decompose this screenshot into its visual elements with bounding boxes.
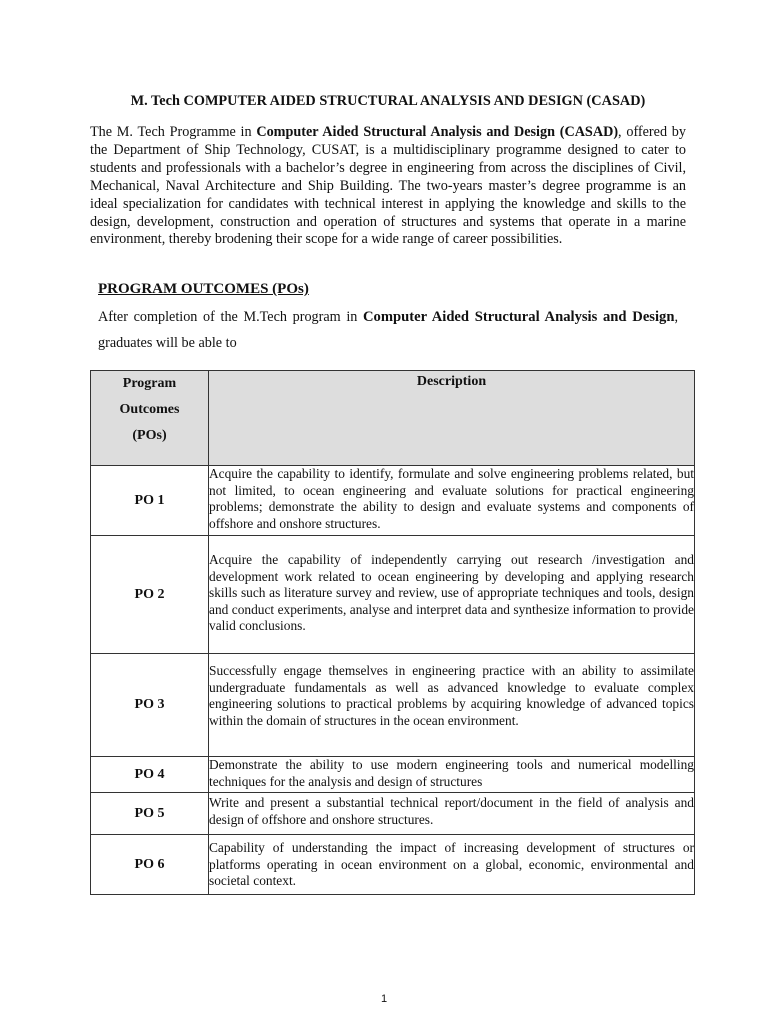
table-row: [91, 793, 695, 835]
table-row: [91, 536, 695, 654]
table-row: [91, 654, 695, 757]
header-program-outcomes: [91, 371, 209, 466]
po-description: Capability of understanding the impact of increasing development of structures or platforms operating in ocean environment on a global, economic, environmental and societal context.: [209, 835, 695, 895]
header-po-line1: Program: [122, 376, 177, 391]
table-row: [91, 757, 695, 793]
table-row: [91, 466, 695, 536]
intro-text-start: The M. Tech Programme in: [90, 124, 257, 140]
po-description: Acquire the capability to identify, formulate and solve engineering problems related, but not limited, to ocean engineering and evaluate solutions for practical engineering problems; demonstrate the ability to design and evaluate systems and components of offshore and onshore structures.: [209, 466, 695, 536]
intro-program-name: Computer Aided Structural Analysis and Design (CASAD): [256, 124, 619, 140]
po-label: PO 3: [91, 654, 209, 757]
po-label: PO 1: [91, 466, 209, 536]
lead-program-name: Computer Aided Structural Analysis and Design: [363, 309, 675, 325]
intro-paragraph: [90, 124, 686, 249]
intro-text-rest: , offered by the Department of Ship Technology, CUSAT, is a multidisciplinary programme designed to cater to students and professionals with a bachelor’s degree in engineering from across the disciplines of Civil, Mechanical, Naval Architecture and Ship Building. The two-years master’s degree programme is an ideal specialization for candidates with technical interest in applying the knowledge and skills to the design, development, construction and operation of structures and systems that operate in a marine environment, thereby brodening their scope for a wide range of career possibilities.: [90, 124, 686, 248]
document-title: M. Tech COMPUTER AIDED STRUCTURAL ANALYSIS AND DESIGN (CASAD): [130, 93, 646, 109]
po-label: PO 2: [91, 536, 209, 654]
po-label: PO 6: [91, 835, 209, 895]
po-description: Demonstrate the ability to use modern engineering tools and numerical modelling techniques for the analysis and design of structures: [209, 757, 695, 793]
header-po-line2: Outcomes: [119, 402, 180, 417]
po-description: Acquire the capability of independently carrying out research /investigation and development work related to ocean engineering by developing and applying research skills such as literature survey and review, use of appropriate techniques and tools, design and conduct experiments, analyse and interpret data and synthesize information to provide valid conclusions.: [209, 536, 695, 654]
page-number: 1: [380, 993, 388, 1005]
program-outcomes-table: [90, 370, 695, 895]
po-description: Write and present a substantial technical report/document in the field of analysis and design of offshore and onshore structures.: [209, 793, 695, 835]
po-label: PO 4: [91, 757, 209, 793]
lead-text-end: , graduates will be able to: [98, 309, 678, 351]
header-po-line3: (POs): [132, 428, 167, 443]
po-description: Successfully engage themselves in engineering practice with an ability to assimilate undergraduate fundamentals as well as advanced knowledge to evaluate complex engineering solutions to practical problems by acquiring knowledge of advanced topics within the domain of structures in the ocean environment.: [209, 654, 695, 757]
table-row: [91, 835, 695, 895]
outcomes-lead-paragraph: [98, 304, 678, 356]
po-label: PO 5: [91, 793, 209, 835]
program-outcomes-heading: PROGRAM OUTCOMES (POs): [98, 281, 309, 297]
table-header-row: [91, 371, 695, 466]
lead-text-start: After completion of the M.Tech program in: [98, 309, 364, 325]
header-description: Description: [209, 371, 695, 466]
